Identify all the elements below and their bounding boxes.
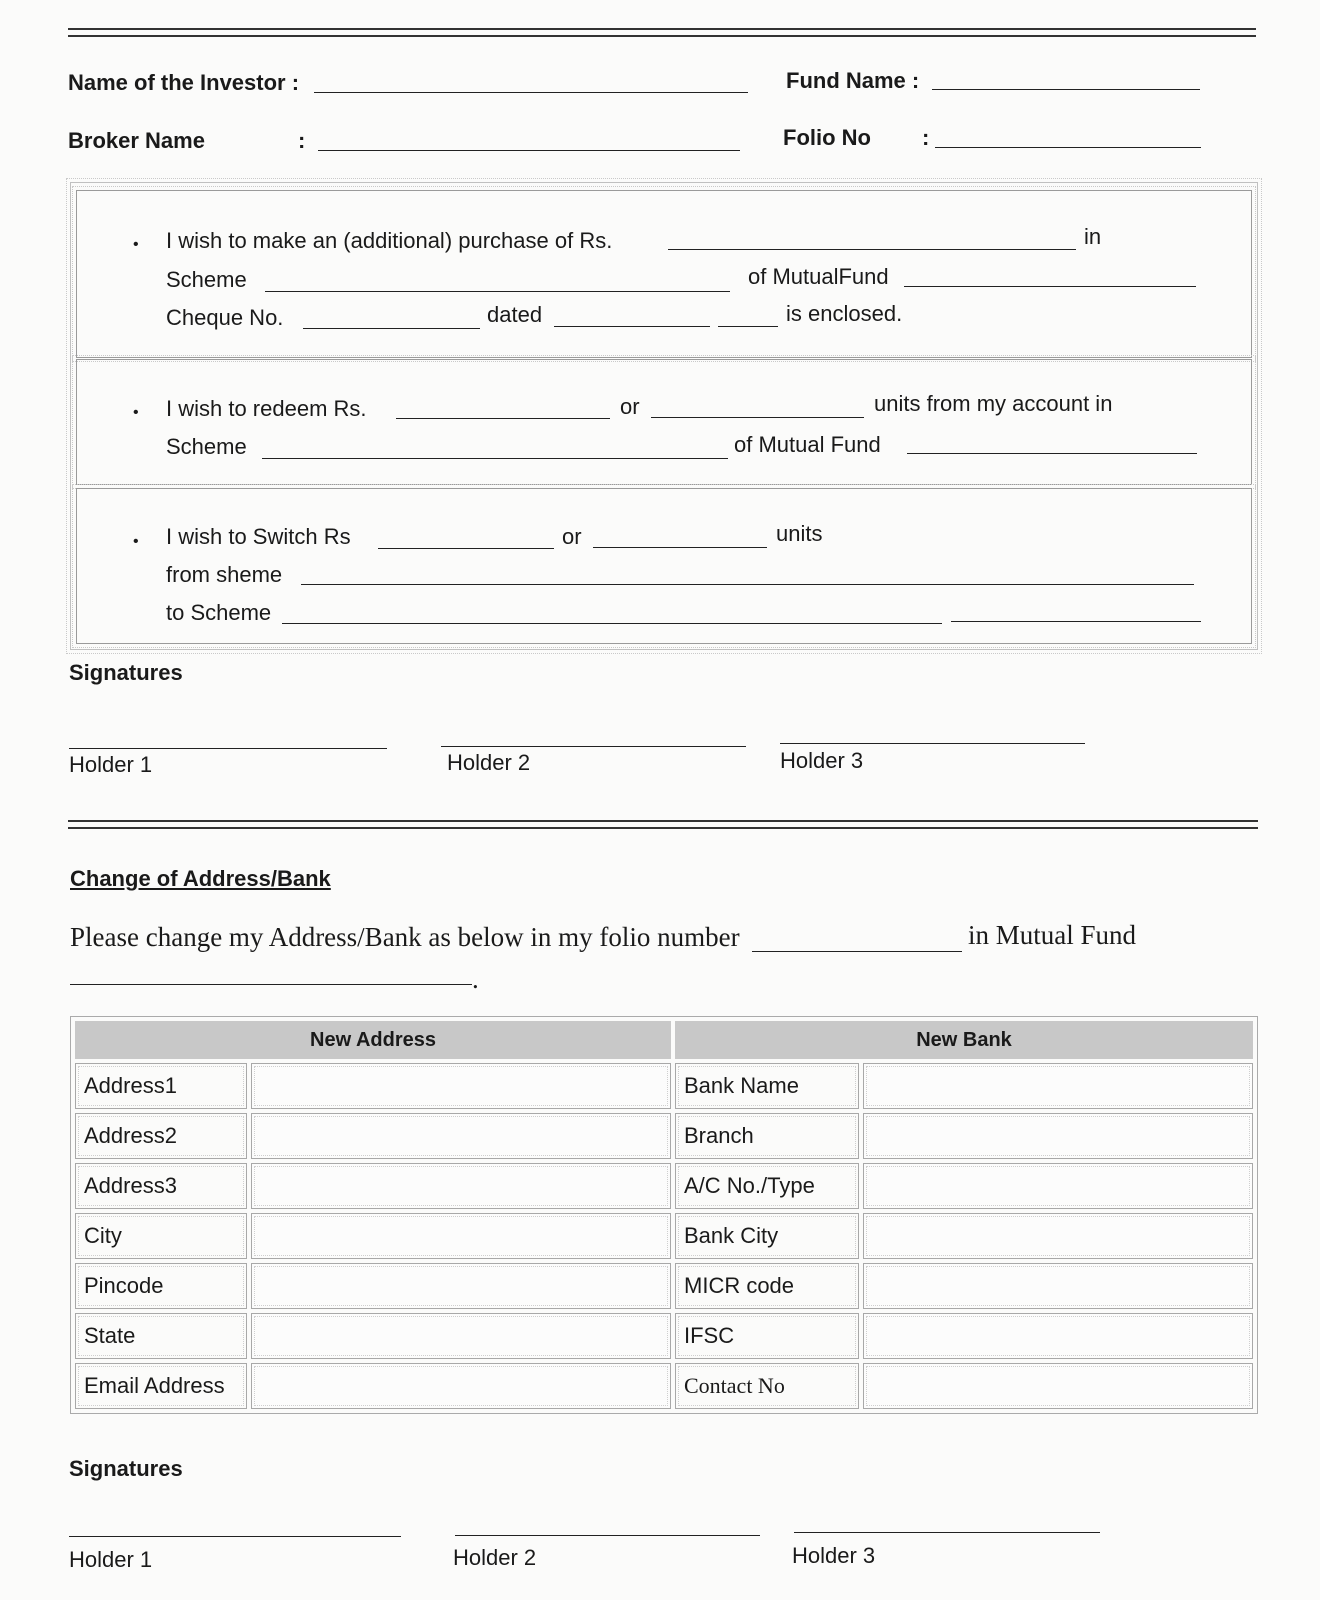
- redeem-line1: I wish to redeem Rs.: [166, 396, 367, 421]
- table-row: [75, 1163, 1253, 1209]
- change-text-b: in Mutual Fund: [968, 920, 1137, 950]
- bank-name-label: Bank Name: [675, 1063, 859, 1109]
- dated-label: dated: [487, 302, 543, 327]
- address2-input[interactable]: [251, 1113, 671, 1159]
- purchase-in-label: in: [1084, 224, 1102, 249]
- address1-input[interactable]: [251, 1063, 671, 1109]
- change-folio-field[interactable]: [752, 951, 962, 952]
- purchase-line1: I wish to make an (additional) purchase of Rs.: [166, 228, 613, 253]
- account-type-label: A/C No./Type: [675, 1163, 859, 1209]
- purchase-mf-field[interactable]: [904, 286, 1196, 287]
- address3-label: Address3: [75, 1163, 247, 1209]
- table-row: [75, 1213, 1253, 1259]
- contact-no-label: Contact No: [675, 1363, 859, 1409]
- holder3-label: Holder 3: [780, 748, 864, 773]
- address2-label: Address2: [75, 1113, 247, 1159]
- holder1-label: Holder 1: [69, 752, 153, 777]
- signatures-title-2: Signatures: [69, 1456, 183, 1481]
- switch-units-label: units: [776, 521, 823, 546]
- folio-colon: :: [922, 125, 930, 150]
- bank-city-input[interactable]: [863, 1213, 1253, 1259]
- holder1-label-2: Holder 1: [69, 1547, 153, 1572]
- city-label: City: [75, 1213, 247, 1259]
- email-address-label: Email Address: [75, 1363, 247, 1409]
- fund-name-label: Fund Name :: [786, 68, 920, 93]
- change-period: .: [472, 964, 479, 994]
- investor-name-label: Name of the Investor :: [68, 70, 300, 95]
- purchase-bullet: •: [133, 236, 139, 253]
- redeem-bullet: •: [133, 404, 139, 421]
- ifsc-input[interactable]: [863, 1313, 1253, 1359]
- folio-no-label: Folio No: [783, 125, 871, 150]
- signatures-title-1: Signatures: [69, 660, 183, 685]
- switch-from-field[interactable]: [301, 584, 1194, 585]
- bank-city-label: Bank City: [675, 1213, 859, 1259]
- redeem-scheme-label: Scheme: [166, 434, 247, 459]
- top-double-rule: [68, 28, 1256, 37]
- new-address-header: New Address: [75, 1021, 671, 1059]
- change-text-a: Please change my Address/Bank as below in my folio number: [70, 922, 740, 952]
- switch-amount-field[interactable]: [378, 548, 554, 549]
- investor-name-field[interactable]: [314, 92, 748, 93]
- enclosed-label: is enclosed.: [786, 301, 903, 326]
- branch-input[interactable]: [863, 1113, 1253, 1159]
- holder2-label: Holder 2: [447, 750, 531, 775]
- email-address-input[interactable]: [251, 1363, 671, 1409]
- state-input[interactable]: [251, 1313, 671, 1359]
- redeem-or-label: or: [620, 394, 640, 419]
- middle-double-rule: [68, 820, 1258, 829]
- switch-to-label: to Scheme: [166, 600, 272, 625]
- purchase-scheme-label: Scheme: [166, 267, 247, 292]
- cheque-date-year-field[interactable]: [718, 326, 778, 327]
- redeem-units-label: units from my account in: [874, 391, 1113, 416]
- redeem-of-mf-label: of Mutual Fund: [734, 432, 881, 457]
- switch-units-field[interactable]: [593, 547, 767, 548]
- bank-name-input[interactable]: [863, 1063, 1253, 1109]
- switch-bullet: •: [133, 533, 139, 550]
- folio-no-field[interactable]: [935, 147, 1201, 148]
- address1-label: Address1: [75, 1063, 247, 1109]
- table-row: [75, 1313, 1253, 1359]
- micr-code-input[interactable]: [863, 1263, 1253, 1309]
- switch-to-field[interactable]: [282, 623, 942, 624]
- redeem-amount-field[interactable]: [396, 418, 610, 419]
- purchase-of-mf-label: of MutualFund: [748, 264, 889, 289]
- signature-line-holder2[interactable]: [441, 746, 746, 747]
- switch-to-field-extra[interactable]: [951, 621, 1201, 622]
- table-row: [75, 1063, 1253, 1109]
- redeem-units-field[interactable]: [651, 417, 864, 418]
- pincode-input[interactable]: [251, 1263, 671, 1309]
- signature-line-holder3[interactable]: [780, 743, 1085, 744]
- holder2-label-2: Holder 2: [453, 1545, 537, 1570]
- redeem-mf-field[interactable]: [907, 453, 1197, 454]
- broker-colon: :: [298, 128, 306, 153]
- signature-line-holder1[interactable]: [69, 748, 387, 749]
- change-mf-field[interactable]: [70, 984, 472, 985]
- table-row: [75, 1113, 1253, 1159]
- broker-name-label: Broker Name: [68, 128, 205, 153]
- purchase-amount-field[interactable]: [668, 249, 1076, 250]
- table-row: [75, 1363, 1253, 1409]
- state-label: State: [75, 1313, 247, 1359]
- signature2-line-holder3[interactable]: [794, 1532, 1100, 1533]
- signature2-line-holder2[interactable]: [455, 1535, 760, 1536]
- new-bank-header: New Bank: [675, 1021, 1253, 1059]
- cheque-no-label: Cheque No.: [166, 305, 284, 330]
- account-type-input[interactable]: [863, 1163, 1253, 1209]
- ifsc-label: IFSC: [675, 1313, 859, 1359]
- table-row: [75, 1263, 1253, 1309]
- address-bank-table: [70, 1016, 1258, 1414]
- holder3-label-2: Holder 3: [792, 1543, 876, 1568]
- redeem-box: [76, 359, 1252, 485]
- switch-or-label: or: [562, 524, 582, 549]
- signature2-line-holder1[interactable]: [69, 1536, 401, 1537]
- pincode-label: Pincode: [75, 1263, 247, 1309]
- purchase-scheme-field[interactable]: [265, 291, 730, 292]
- fund-name-field[interactable]: [932, 89, 1200, 90]
- switch-from-label: from sheme: [166, 562, 283, 587]
- city-input[interactable]: [251, 1213, 671, 1259]
- branch-label: Branch: [675, 1113, 859, 1159]
- cheque-no-field[interactable]: [303, 328, 480, 329]
- address3-input[interactable]: [251, 1163, 671, 1209]
- change-address-title: Change of Address/Bank: [70, 866, 331, 891]
- cheque-date-field[interactable]: [554, 326, 710, 327]
- contact-no-input[interactable]: [863, 1363, 1253, 1409]
- redeem-scheme-field[interactable]: [262, 458, 728, 459]
- broker-name-field[interactable]: [318, 150, 740, 151]
- purchase-box: [76, 190, 1252, 358]
- switch-line1: I wish to Switch Rs: [166, 524, 351, 549]
- micr-code-label: MICR code: [675, 1263, 859, 1309]
